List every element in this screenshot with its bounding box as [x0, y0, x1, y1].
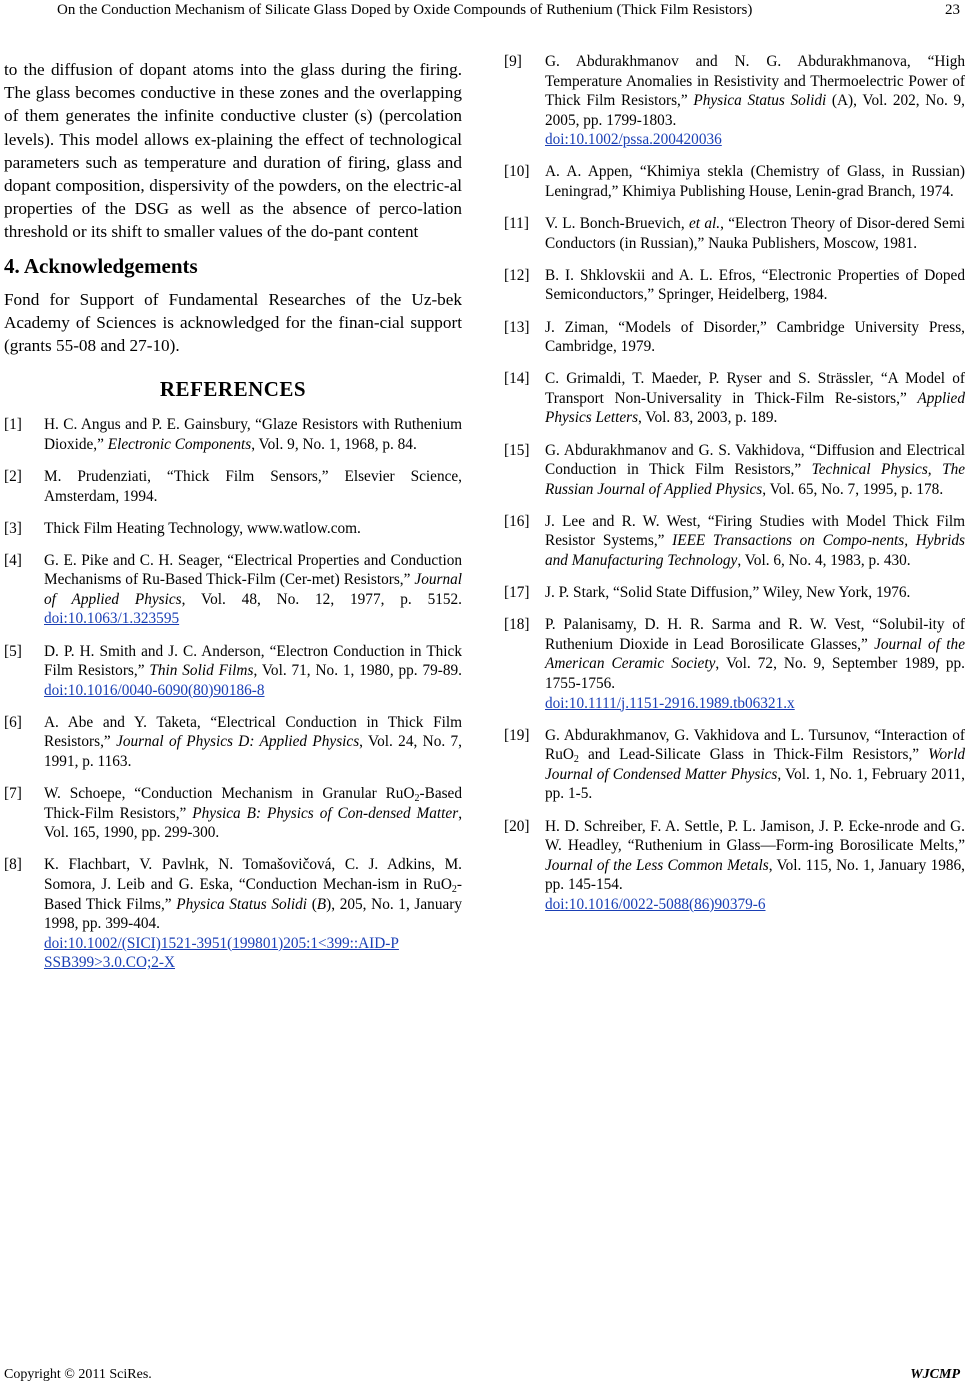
page-number: 23: [945, 2, 960, 18]
doi-link[interactable]: doi:10.1002/(SICI)1521-3951(199801)205:1<399::AID-P SSB399>3.0.CO;2-X: [44, 934, 399, 972]
reference-3: [3] Thick Film Heating Technology, www.watlow.com.: [4, 519, 361, 537]
running-title: On the Conduction Mechanism of Silicate Glass Doped by Oxide Compounds of Ruthenium (Thick Film Resistors): [57, 2, 753, 18]
reference-1: [1] H. C. Angus and P. E. Gainsbury, “Glaze Resistors with Ruthenium Dioxide,” Electronic Components, Vol. 9, No. 1, 1968, p. 84.: [4, 416, 462, 453]
reference-19: [19] G. Abdurakhmanov, G. Vakhidova and L. Tursunov, “Interaction of RuO$_2$ and Lead-Silicate Glass in Thick-Film Resistors,” World Journal of Condensed Matter Physics, Vol. 1, No. 1, February 2011, pp. 1-5.: [504, 726, 965, 803]
reference-15: [15] G. Abdurakhmanov and G. S. Vakhidova, “Diffusion and Electrical Conduction in Thick Film Resistors,” Technical Physics, The Russian Journal of Applied Physics, Vol. 65, No. 7, 1995, p. 178.: [504, 441, 966, 498]
reference-5: [5] D. P. H. Smith and J. C. Anderson, “Electron Conduction in Thick Film Resistors,” Thin Solid Films, Vol. 71, No. 1, 1980, pp. 79-89. doi:10.1016/0040-6090(80)90186-8: [4, 642, 463, 699]
reference-9: [9] G. Abdurakhmanov and N. G. Abdurakhmanova, “High Temperature Anomalies in Resistivity and Thermoelectric Power of Thick Film Resistors,” Physica Status Solidi (A), Vol. 202, No. 9, 2005, pp. 1799-1803. doi:10.1002/pssa.200420036: [504, 53, 965, 149]
copyright-notice: Copyright © 2011 SciRes.: [4, 1367, 152, 1382]
doi-link[interactable]: doi:10.1063/1.323595: [44, 610, 180, 628]
reference-17: [17] J. P. Stark, “Solid State Diffusion,” Wiley, New York, 1976.: [504, 584, 911, 602]
reference-14: [14] C. Grimaldi, T. Maeder, P. Ryser and S. Strässler, “A Model of Transport Non-Universality in Thick-Film Re-sistors,” Applied Physics Letters, Vol. 83, 2003, p. 189.: [504, 370, 965, 427]
body-paragraph: to the diffusion of dopant atoms into the glass during the firing. The glass becomes conductive in these zones and the overlapping of them generates the infinite conductive cluster (s) (percolation levels). This model allows ex-plaining the effect of technological parameters such as temperature and duration of firing, glass and dopant composition, dispersivity of the powders, on the electric-al properties of the DSG as well as the absence of perco-lation threshold or its shift to smaller values of the do-pant content: [4, 60, 462, 242]
reference-16: [16] J. Lee and R. W. West, “Firing Studies with Model Thick Film Resistor Systems,” IEEE Transactions on Compo-nents, Hybrids and Manufacturing Technology, Vol. 6, No. 4, 1983, p. 430.: [504, 512, 966, 569]
reference-18: [18] P. Palanisamy, D. H. R. Sarma and R. W. Vest, “Solubil-ity of Ruthenium Dioxide in Lead Borosilicate Glasses,” Journal of the American Ceramic Society, Vol. 72, No. 9, September 1989, pp. 1755-1756. doi:10.1111/j.1151-2916.1989.tb06321.x: [504, 616, 965, 712]
acknowledgements-text: Fond for Support of Fundamental Researches of the Uz-bek Academy of Sciences is acknowledged for the finan-cial support (grants 55-08 and 27-10).: [4, 289, 462, 356]
doi-link[interactable]: doi:10.1002/pssa.200420036: [545, 131, 722, 149]
journal-abbreviation: WJCMP: [910, 1367, 960, 1382]
left-column: [4, 58, 462, 985]
reference-4: [4] G. E. Pike and C. H. Seager, “Electrical Properties and Conduction Mechanisms of Ru-Based Thick-Film (Cer-met) Resistors,” Journal of Applied Physics, Vol. 48, No. 12, 1977, p. 5152. doi:10.1063/1.323595: [4, 551, 463, 628]
reference-6: [6] A. Abe and Y. Taketa, “Electrical Conduction in Thick Film Resistors,” Journal of Physics D: Applied Physics, Vol. 24, No. 7, 1991, p. 1163.: [4, 713, 462, 771]
doi-link[interactable]: doi:10.1111/j.1151-2916.1989.tb06321.x: [545, 694, 795, 712]
reference-2: [2] M. Prudenziati, “Thick Film Sensors,” Elsevier Science, Amsterdam, 1994.: [4, 467, 462, 505]
reference-12: [12] B. I. Shklovskii and A. L. Efros, “Electronic Properties of Doped Semiconductors,” Springer, Heidelberg, 1984.: [504, 266, 965, 304]
doi-link[interactable]: doi:10.1016/0040-6090(80)90186-8: [44, 681, 265, 699]
references-heading: REFERENCES: [159, 377, 307, 402]
right-column: [504, 52, 965, 927]
reference-8: [8] K. Flachbart, V. Pavlнk, N. Tomašovičová, C. J. Adkins, M. Somora, J. Leib and G. Eska, “Conduction Mechan-ism in RuO$_2$-Based Thick Films,” Physica Status Solidi (B), 205, No. 1, January 1998, pp. 399-404. doi:10.1002/(SICI)1521-3951(199801)205:1<399::AID-P SSB399>3.0.CO;2-X: [4, 856, 463, 972]
reference-13: [13] J. Ziman, “Models of Disorder,” Cambridge University Press, Cambridge, 1979.: [504, 318, 965, 356]
reference-20: [20] H. D. Schreiber, F. A. Settle, P. L. Jamison, J. P. Ecke-nrode and G. W. Headley, “Ruthenium in Glass—Form-ing Borosilicate Melts,” Journal of the Less Common Metals, Vol. 115, No. 1, January 1986, pp. 145-154. doi:10.1016/0022-5088(86)90379-6: [504, 817, 965, 913]
acknowledgements-heading: 4. Acknowledgements: [4, 253, 198, 278]
reference-7: [7] W. Schoepe, “Conduction Mechanism in Granular RuO$_2$-Based Thick-Film Resistors,” Physica B: Physics of Con-densed Matter, Vol. 165, 1990, pp. 299-300.: [4, 785, 463, 842]
doi-link[interactable]: doi:10.1016/0022-5088(86)90379-6: [545, 895, 766, 913]
reference-11: [11] V. L. Bonch-Bruevich, et al., “Electron Theory of Disor-dered Semi Conductors (in Russian),” Nauka Publishers, Moscow, 1981.: [504, 215, 965, 252]
reference-10: [10] A. A. Appen, “Khimiya stekla (Chemistry of Glass, in Russian) Leningrad,” Khimiya Publishing House, Lenin-grad Branch, 1974.: [504, 163, 965, 201]
